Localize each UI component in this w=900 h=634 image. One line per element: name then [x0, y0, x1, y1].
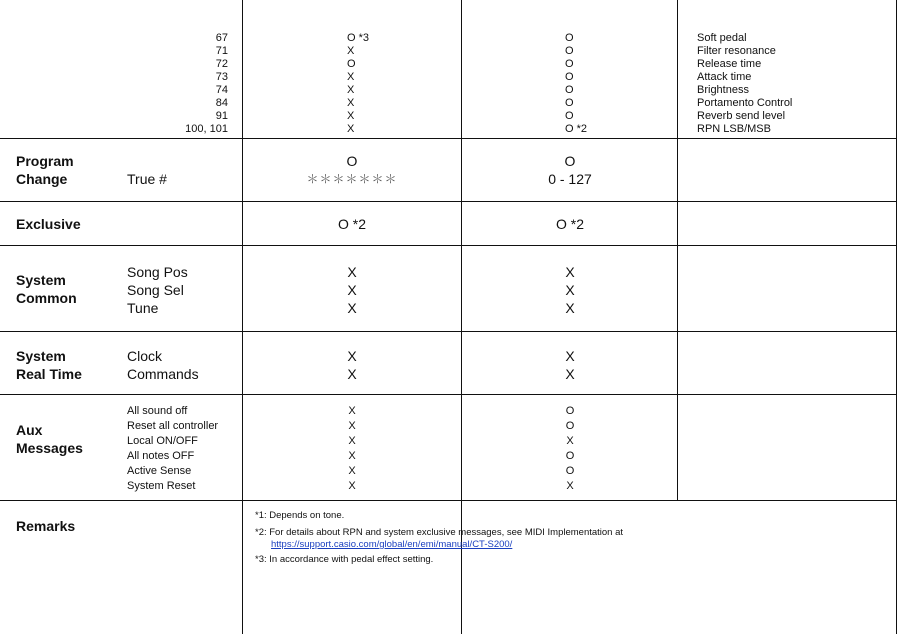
list-item: Attack time: [697, 71, 752, 83]
list-item: O: [565, 84, 574, 96]
list-item: Soft pedal: [697, 32, 747, 44]
list-item: 73: [215, 71, 228, 83]
exclusive-transmitted: O *2: [337, 216, 366, 232]
exclusive-recognized: O *2: [555, 216, 584, 232]
remark-note-3: *3: In accordance with pedal effect setting.: [255, 553, 434, 565]
program-change-sub: True #: [127, 171, 167, 187]
list-item: X: [347, 110, 355, 122]
list-item: X: [347, 97, 355, 109]
row-divider: [0, 201, 897, 202]
system-common-transmitted: X X X: [347, 264, 357, 316]
list-item: Commands: [127, 366, 199, 382]
column-divider: [896, 0, 897, 634]
list-item: O *3: [347, 32, 370, 44]
list-item: Filter resonance: [697, 45, 776, 57]
remark-note-1: *1: Depends on tone.: [255, 510, 345, 521]
list-item: O: [347, 58, 356, 70]
list-item: Reverb send level: [697, 110, 786, 122]
list-item: 74: [215, 84, 228, 96]
list-item: 84: [215, 97, 228, 109]
remarks-notes: [255, 510, 885, 566]
list-item: 67: [215, 32, 228, 44]
row-divider: [0, 138, 897, 139]
remark-note-2: *2: For details about RPN and system exclusive messages, see MIDI Implementation at: [255, 526, 624, 538]
list-item: X: [347, 45, 355, 57]
list-item: 100, 101: [185, 123, 228, 135]
control-remarks-list: [697, 32, 887, 136]
aux-messages-heading: Aux Messages: [16, 422, 83, 456]
list-item: O *2: [565, 123, 588, 135]
list-item: Active Sense: [127, 465, 192, 477]
control-transmitted-list: [347, 32, 427, 136]
list-item: O: [565, 97, 574, 109]
system-realtime-items: [127, 347, 199, 383]
control-recognized-list: [565, 32, 645, 136]
list-item: O: [565, 71, 574, 83]
program-change-heading: Program Change: [16, 153, 74, 187]
list-item: Clock: [127, 348, 163, 364]
list-item: O: [565, 32, 574, 44]
list-item: O: [565, 45, 574, 57]
system-realtime-recognized: X X: [565, 348, 575, 382]
row-divider: [0, 394, 897, 395]
column-divider: [677, 0, 678, 500]
list-item: All sound off: [127, 405, 188, 417]
list-item: Reset all controller: [127, 420, 219, 432]
row-divider: [0, 245, 897, 246]
list-item: Song Sel: [127, 282, 184, 298]
aux-messages-recognized: O O X O O X: [565, 405, 575, 492]
list-item: O: [565, 58, 574, 70]
system-common-heading: System Common: [16, 272, 77, 306]
system-realtime-heading: System Real Time: [16, 348, 82, 382]
list-item: 72: [215, 58, 228, 70]
system-common-recognized: X X X: [565, 264, 575, 316]
system-common-items: [127, 263, 188, 317]
list-item: RPN LSB/MSB: [697, 123, 771, 135]
program-change-transmitted: O ＊＊＊＊＊＊＊: [306, 153, 398, 186]
list-item: Portamento Control: [697, 97, 793, 109]
list-item: All notes OFF: [127, 450, 195, 462]
list-item: Song Pos: [127, 264, 188, 280]
program-change-recognized: O 0 - 127: [548, 153, 592, 187]
column-divider: [242, 0, 243, 634]
midi-implementation-link[interactable]: https://support.casio.com/global/en/emi/manual/CT-S200/: [271, 539, 513, 550]
list-item: Tune: [127, 300, 159, 316]
list-item: X: [347, 71, 355, 83]
row-divider: [0, 331, 897, 332]
list-item: X: [347, 123, 355, 135]
list-item: Local ON/OFF: [127, 435, 198, 447]
row-divider: [0, 500, 897, 501]
list-item: 71: [215, 45, 228, 57]
aux-messages-transmitted: X X X X X X: [348, 405, 356, 492]
list-item: Brightness: [697, 84, 749, 96]
list-item: Release time: [697, 58, 762, 70]
exclusive-heading: Exclusive: [16, 216, 81, 232]
remarks-heading: Remarks: [16, 518, 76, 534]
list-item: System Reset: [127, 480, 196, 492]
list-item: 91: [215, 110, 228, 122]
list-item: X: [347, 84, 355, 96]
aux-messages-items: [127, 405, 218, 495]
system-realtime-transmitted: X X: [347, 348, 357, 382]
control-number-list: [150, 32, 228, 136]
list-item: O: [565, 110, 574, 122]
